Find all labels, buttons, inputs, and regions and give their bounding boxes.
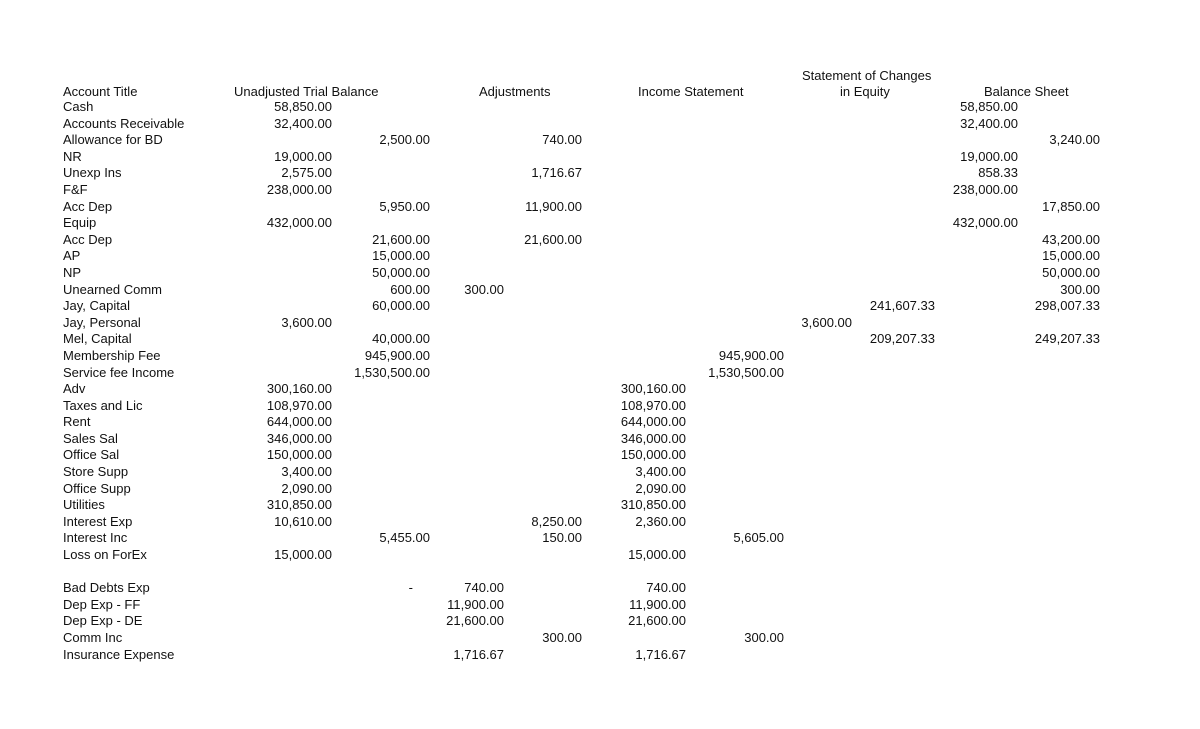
header-income-statement: Income Statement — [638, 84, 744, 99]
income-statement-debit-cell: 1,716.67 — [635, 646, 686, 662]
table-row — [0, 99, 1200, 116]
header-balance-sheet: Balance Sheet — [984, 84, 1069, 99]
income-statement-debit-cell: 2,090.00 — [635, 480, 686, 496]
table-row — [0, 580, 1200, 597]
account-title-cell: Jay, Capital — [63, 298, 130, 314]
balance-sheet-debit-cell: 858.33 — [978, 165, 1018, 181]
trial-balance-credit-cell: 50,000.00 — [372, 264, 430, 280]
account-title-cell: Acc Dep — [63, 198, 113, 214]
equity-credit-cell: 209,207.33 — [869, 331, 935, 347]
account-title-cell: Allowance for BD — [63, 132, 163, 148]
income-statement-debit-cell: 2,360.00 — [635, 513, 686, 529]
table-row — [0, 514, 1200, 531]
balance-sheet-credit-cell: 300.00 — [1060, 281, 1100, 297]
table-row — [0, 447, 1200, 464]
trial-balance-debit-cell: 2,090.00 — [281, 480, 332, 496]
income-statement-credit-cell: 1,530,500.00 — [708, 364, 784, 380]
account-title-cell: AP — [63, 248, 81, 264]
trial-balance-debit-cell: 15,000.00 — [274, 547, 332, 563]
adjustments-credit-cell: 740.00 — [542, 132, 582, 148]
table-row — [0, 331, 1200, 348]
table-row — [0, 282, 1200, 299]
worksheet-table — [0, 99, 1200, 663]
balance-sheet-debit-cell: 238,000.00 — [952, 181, 1018, 197]
trial-balance-credit-cell: 60,000.00 — [372, 298, 430, 314]
table-row — [0, 613, 1200, 630]
account-title-cell: Store Supp — [63, 464, 129, 480]
header-statement-of-changes-line2: in Equity — [840, 84, 890, 99]
income-statement-debit-cell: 108,970.00 — [620, 397, 686, 413]
trial-balance-debit-cell: 150,000.00 — [266, 447, 332, 463]
trial-balance-credit-cell: 2,500.00 — [379, 132, 430, 148]
table-row — [0, 481, 1200, 498]
trial-balance-debit-cell: 3,400.00 — [281, 464, 332, 480]
trial-balance-debit-cell: 238,000.00 — [266, 181, 332, 197]
table-row — [0, 215, 1200, 232]
income-statement-credit-cell: 5,605.00 — [733, 530, 784, 546]
account-title-cell: Utilities — [63, 497, 105, 513]
table-row — [0, 398, 1200, 415]
trial-balance-credit-cell: 21,600.00 — [372, 231, 430, 247]
income-statement-credit-cell: 945,900.00 — [718, 347, 784, 363]
account-title-cell: Equip — [63, 215, 97, 231]
table-row — [0, 232, 1200, 249]
balance-sheet-credit-cell: 249,207.33 — [1034, 331, 1100, 347]
income-statement-credit-cell: 300.00 — [744, 630, 784, 645]
adjustments-credit-cell: 8,250.00 — [531, 513, 582, 529]
table-row — [0, 248, 1200, 265]
table-row — [0, 564, 1200, 581]
trial-balance-credit-cell: 1,530,500.00 — [354, 364, 430, 380]
account-title-cell: Dep Exp - FF — [63, 596, 141, 612]
trial-balance-debit-cell: 2,575.00 — [281, 165, 332, 181]
income-statement-debit-cell: 11,900.00 — [629, 596, 686, 612]
adjustments-credit-cell: 300.00 — [542, 630, 582, 645]
trial-balance-debit-cell: 108,970.00 — [266, 397, 332, 413]
account-title-cell: Sales Sal — [63, 430, 118, 446]
table-row — [0, 630, 1200, 647]
table-row — [0, 298, 1200, 315]
account-title-cell: Membership Fee — [63, 347, 161, 363]
account-title-cell: Adv — [63, 381, 86, 397]
table-row — [0, 265, 1200, 282]
adjustments-credit-cell: 11,900.00 — [525, 198, 582, 214]
header-account-title: Account Title — [63, 84, 138, 99]
income-statement-debit-cell: 310,850.00 — [620, 497, 686, 513]
account-title-cell: Unearned Comm — [63, 281, 162, 297]
account-title-cell: Cash — [63, 99, 94, 114]
table-row — [0, 497, 1200, 514]
account-title-cell: Office Supp — [63, 480, 131, 496]
account-title-cell: Interest Inc — [63, 530, 128, 546]
adjustments-credit-cell: 1,716.67 — [531, 165, 582, 181]
trial-balance-credit-cell: - — [408, 580, 413, 596]
trial-balance-debit-cell: 19,000.00 — [274, 148, 332, 164]
balance-sheet-credit-cell: 298,007.33 — [1034, 298, 1100, 314]
trial-balance-credit-cell: 5,950.00 — [379, 198, 430, 214]
trial-balance-debit-cell: 300,160.00 — [266, 381, 332, 397]
table-row — [0, 116, 1200, 133]
income-statement-debit-cell: 740.00 — [646, 580, 686, 596]
equity-debit-cell: 3,600.00 — [801, 314, 852, 330]
account-title-cell: Office Sal — [63, 447, 120, 463]
table-row — [0, 647, 1200, 664]
trial-balance-debit-cell: 32,400.00 — [274, 115, 332, 131]
trial-balance-debit-cell: 10,610.00 — [274, 513, 332, 529]
trial-balance-credit-cell: 945,900.00 — [364, 347, 430, 363]
header-adjustments: Adjustments — [479, 84, 551, 99]
account-title-cell: Acc Dep — [63, 231, 113, 247]
income-statement-debit-cell: 21,600.00 — [628, 613, 686, 629]
account-title-cell: Accounts Receivable — [63, 115, 185, 131]
adjustments-debit-cell: 21,600.00 — [446, 613, 504, 629]
account-title-cell: NP — [63, 264, 82, 280]
table-row — [0, 547, 1200, 564]
income-statement-debit-cell: 3,400.00 — [635, 464, 686, 480]
account-title-cell: Bad Debts Exp — [63, 580, 150, 596]
table-row — [0, 182, 1200, 199]
trial-balance-debit-cell: 58,850.00 — [274, 99, 332, 114]
trial-balance-credit-cell: 600.00 — [390, 281, 430, 297]
table-row — [0, 431, 1200, 448]
trial-balance-debit-cell: 346,000.00 — [266, 430, 332, 446]
table-row — [0, 165, 1200, 182]
balance-sheet-debit-cell: 432,000.00 — [952, 215, 1018, 231]
balance-sheet-debit-cell: 19,000.00 — [960, 148, 1018, 164]
balance-sheet-credit-cell: 15,000.00 — [1042, 248, 1100, 264]
balance-sheet-debit-cell: 58,850.00 — [960, 99, 1018, 114]
equity-credit-cell: 241,607.33 — [869, 298, 935, 314]
trial-balance-credit-cell: 15,000.00 — [372, 248, 430, 264]
account-title-cell: Interest Exp — [63, 513, 133, 529]
table-row — [0, 365, 1200, 382]
account-title-cell: Mel, Capital — [63, 331, 132, 347]
table-row — [0, 530, 1200, 547]
income-statement-debit-cell: 150,000.00 — [620, 447, 686, 463]
table-row — [0, 597, 1200, 614]
balance-sheet-credit-cell: 17,850.00 — [1042, 198, 1100, 214]
income-statement-debit-cell: 15,000.00 — [628, 547, 686, 563]
trial-balance-debit-cell: 310,850.00 — [266, 497, 332, 513]
balance-sheet-credit-cell: 50,000.00 — [1042, 264, 1100, 280]
adjustments-credit-cell: 21,600.00 — [524, 231, 582, 247]
table-row — [0, 348, 1200, 365]
table-row — [0, 315, 1200, 332]
account-title-cell: F&F — [63, 181, 88, 197]
account-title-cell: Taxes and Lic — [63, 397, 143, 413]
adjustments-debit-cell: 11,900.00 — [447, 596, 504, 612]
table-row — [0, 199, 1200, 216]
table-row — [0, 132, 1200, 149]
account-title-cell: Loss on ForEx — [63, 547, 147, 563]
trial-balance-debit-cell: 3,600.00 — [281, 314, 332, 330]
adjustments-debit-cell: 300.00 — [464, 281, 504, 297]
income-statement-debit-cell: 644,000.00 — [620, 414, 686, 430]
trial-balance-credit-cell: 5,455.00 — [379, 530, 430, 546]
table-row — [0, 149, 1200, 166]
adjustments-debit-cell: 740.00 — [464, 580, 504, 596]
trial-balance-debit-cell: 432,000.00 — [266, 215, 332, 231]
table-row — [0, 464, 1200, 481]
header-unadjusted-trial-balance: Unadjusted Trial Balance — [234, 84, 379, 99]
account-title-cell: NR — [63, 148, 82, 164]
table-row — [0, 381, 1200, 398]
adjustments-debit-cell: 1,716.67 — [453, 646, 504, 662]
trial-balance-debit-cell: 644,000.00 — [266, 414, 332, 430]
balance-sheet-credit-cell: 3,240.00 — [1049, 132, 1100, 148]
trial-balance-credit-cell: 40,000.00 — [372, 331, 430, 347]
account-title-cell: Rent — [63, 414, 91, 430]
account-title-cell: Service fee Income — [63, 364, 175, 380]
account-title-cell: Unexp Ins — [63, 165, 122, 181]
account-title-cell: Dep Exp - DE — [63, 613, 143, 629]
balance-sheet-credit-cell: 43,200.00 — [1042, 231, 1100, 247]
income-statement-debit-cell: 346,000.00 — [620, 430, 686, 446]
table-row — [0, 414, 1200, 431]
account-title-cell: Comm Inc — [63, 630, 123, 645]
balance-sheet-debit-cell: 32,400.00 — [960, 115, 1018, 131]
adjustments-credit-cell: 150.00 — [542, 530, 582, 546]
account-title-cell: Insurance Expense — [63, 646, 175, 662]
account-title-cell: Jay, Personal — [63, 314, 141, 330]
header-statement-of-changes-line1: Statement of Changes — [802, 68, 932, 83]
income-statement-debit-cell: 300,160.00 — [620, 381, 686, 397]
